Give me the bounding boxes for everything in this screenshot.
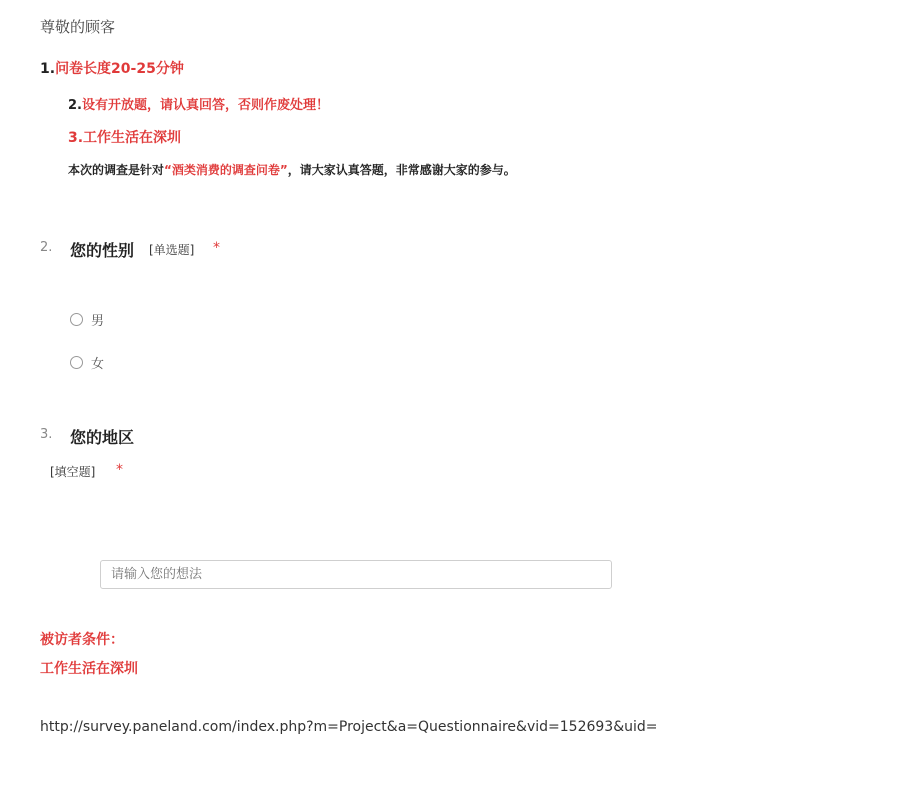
greeting-text: 尊敬的顾客 [40, 18, 116, 36]
respondent-conditions-label: 被访者条件： [40, 632, 124, 648]
intro-text-before: 本次的调查是针对 [68, 163, 165, 177]
question-number: 2. [40, 240, 53, 255]
option-label: 男 [91, 314, 105, 329]
notice-number: 1. [40, 61, 56, 77]
intro-text-after: ，请大家认真答题，非常感谢大家的参与。 [287, 163, 516, 177]
survey-url: http://survey.paneland.com/index.php?m=Project&a=Questionnaire&vid=152693&uid= [40, 719, 658, 735]
required-marker: * [116, 462, 123, 478]
notice-open-question [68, 94, 329, 113]
notice-text: 3.工作生活在深圳 [68, 130, 182, 146]
notice-text: 问卷长度20-25分钟 [55, 61, 184, 77]
required-marker: * [213, 240, 220, 256]
question-title: 您的性别 [70, 241, 135, 260]
option-male[interactable] [70, 310, 104, 329]
notice-number: 2. [68, 98, 82, 113]
survey-intro [68, 161, 516, 178]
question-title: 您的地区 [70, 428, 135, 447]
intro-survey-name: “酒类消费的调查问卷” [164, 163, 288, 177]
notice-duration [40, 58, 184, 78]
question-number: 3. [40, 427, 53, 442]
question-type: [填空题] [50, 465, 96, 479]
option-female[interactable] [70, 353, 104, 372]
notice-location [68, 127, 181, 147]
option-label: 女 [91, 357, 105, 372]
notice-text: 设有开放题，请认真回答，否则作废处理！ [81, 98, 329, 113]
question-type: [单选题] [149, 243, 195, 257]
region-text-input[interactable] [100, 560, 612, 589]
radio-circle-icon[interactable] [70, 313, 83, 326]
respondent-conditions-value: 工作生活在深圳 [40, 661, 138, 677]
radio-circle-icon[interactable] [70, 356, 83, 369]
